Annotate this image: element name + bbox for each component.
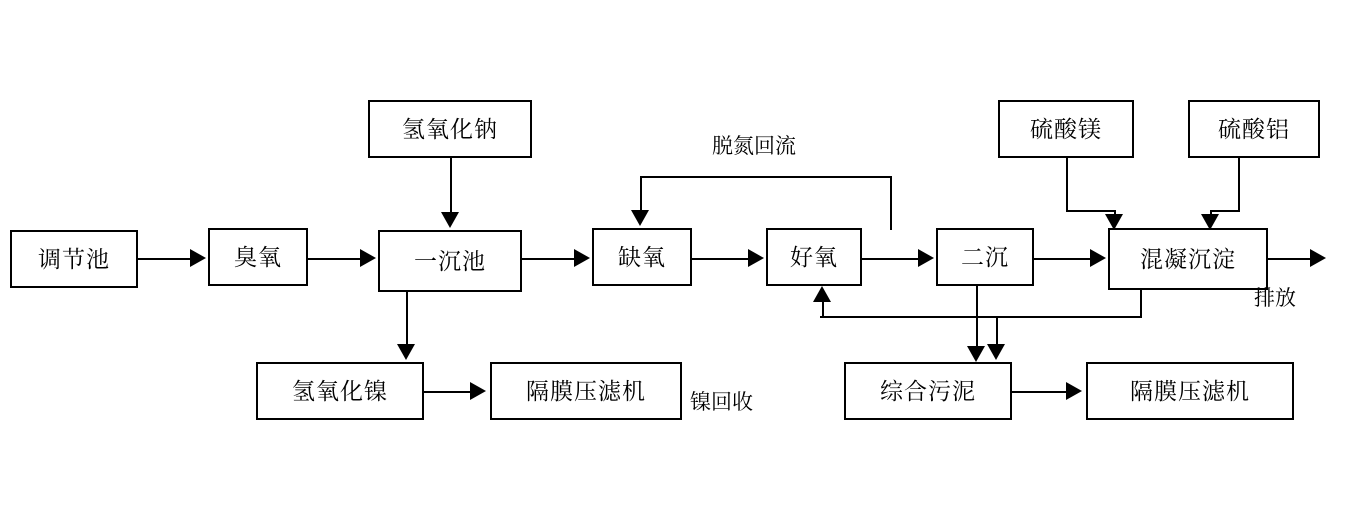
node-label: 硫酸铝 bbox=[1218, 115, 1290, 142]
connector-hunning-sludge-across bbox=[996, 316, 1142, 318]
arrowhead-to-haoyang bbox=[748, 249, 764, 267]
connector-hunning-sludge-in bbox=[996, 316, 998, 346]
arrowhead-to-erchen bbox=[918, 249, 934, 267]
arrowhead-to-chouyang bbox=[190, 249, 206, 267]
arrowhead-discharge bbox=[1310, 249, 1326, 267]
arrowhead-filter1 bbox=[470, 382, 486, 400]
node-label: 氢氧化钠 bbox=[402, 115, 498, 142]
node-label: 硫酸镁 bbox=[1030, 115, 1102, 142]
connector-naoh-yichenchi bbox=[450, 158, 452, 214]
node-qingyanghuanie[interactable] bbox=[256, 362, 424, 420]
node-label: 隔膜压滤机 bbox=[1130, 377, 1250, 404]
annotation-niehuishou: 镍回收 bbox=[690, 391, 753, 414]
connector-mgso4-across bbox=[1066, 210, 1114, 212]
connector-denitri-riser bbox=[890, 176, 892, 230]
connector-hunning-sludge-drop bbox=[1140, 290, 1142, 318]
arrowhead-erchen-sludge bbox=[967, 346, 985, 362]
node-yichenchi[interactable] bbox=[378, 230, 522, 292]
node-label: 隔膜压滤机 bbox=[526, 377, 646, 404]
node-gemoyaluji-1[interactable] bbox=[490, 362, 682, 420]
arrowhead-to-hunning bbox=[1090, 249, 1106, 267]
node-erchen[interactable] bbox=[936, 228, 1034, 286]
node-label: 综合污泥 bbox=[880, 377, 976, 404]
connector-haoyang-erchen bbox=[862, 258, 918, 260]
node-qingyanghuana[interactable] bbox=[368, 100, 532, 158]
connector-hunning-discharge bbox=[1268, 258, 1310, 260]
connector-denitri-drop bbox=[640, 176, 642, 212]
connector-sludge-return-across bbox=[820, 316, 996, 318]
arrowhead-to-quefyang bbox=[574, 249, 590, 267]
connector-sludge-filter2 bbox=[1012, 391, 1068, 393]
node-label: 缺氧 bbox=[618, 243, 666, 270]
node-label: 二沉 bbox=[961, 243, 1009, 270]
node-haoyang[interactable] bbox=[766, 228, 862, 286]
node-liusuanlv[interactable] bbox=[1188, 100, 1320, 158]
node-tiaojiechi[interactable] bbox=[10, 230, 138, 288]
arrowhead-nioh2 bbox=[397, 344, 415, 360]
connector-tiaojiechi-chouyang bbox=[138, 258, 192, 260]
connector-nioh2-filter1 bbox=[424, 391, 472, 393]
node-label: 混凝沉淀 bbox=[1140, 245, 1236, 272]
arrowhead-naoh-down bbox=[441, 212, 459, 228]
connector-al2so43-across bbox=[1210, 210, 1240, 212]
arrowhead-hunning-sludge bbox=[987, 344, 1005, 360]
node-label: 一沉池 bbox=[414, 247, 486, 274]
node-hunningchendian[interactable] bbox=[1108, 228, 1268, 290]
node-gemoyaluji-2[interactable] bbox=[1086, 362, 1294, 420]
node-label: 臭氧 bbox=[234, 243, 282, 270]
arrowhead-sludge-return bbox=[813, 286, 831, 302]
connector-erchen-hunning bbox=[1034, 258, 1090, 260]
annotation-paifang: 排放 bbox=[1254, 287, 1296, 310]
arrowhead-to-yichenchi bbox=[360, 249, 376, 267]
node-label: 氢氧化镍 bbox=[292, 377, 388, 404]
connector-chouyang-yichenchi bbox=[308, 258, 362, 260]
connector-yichenchi-quefyang bbox=[522, 258, 574, 260]
connector-quefyang-haoyang bbox=[692, 258, 748, 260]
connector-denitri-top bbox=[640, 176, 892, 178]
node-chouyang[interactable] bbox=[208, 228, 308, 286]
node-quefyang[interactable] bbox=[592, 228, 692, 286]
node-zonghewuni[interactable] bbox=[844, 362, 1012, 420]
connector-yichenchi-nioh2 bbox=[406, 292, 408, 346]
connector-mgso4-down bbox=[1066, 158, 1068, 212]
node-liusuanmei[interactable] bbox=[998, 100, 1134, 158]
arrowhead-denitri bbox=[631, 210, 649, 226]
connector-al2so43-down bbox=[1238, 158, 1240, 212]
annotation-tuodanhuiliu: 脱氮回流 bbox=[712, 135, 796, 158]
node-label: 好氧 bbox=[790, 243, 838, 270]
node-label: 调节池 bbox=[38, 245, 110, 272]
arrowhead-filter2 bbox=[1066, 382, 1082, 400]
